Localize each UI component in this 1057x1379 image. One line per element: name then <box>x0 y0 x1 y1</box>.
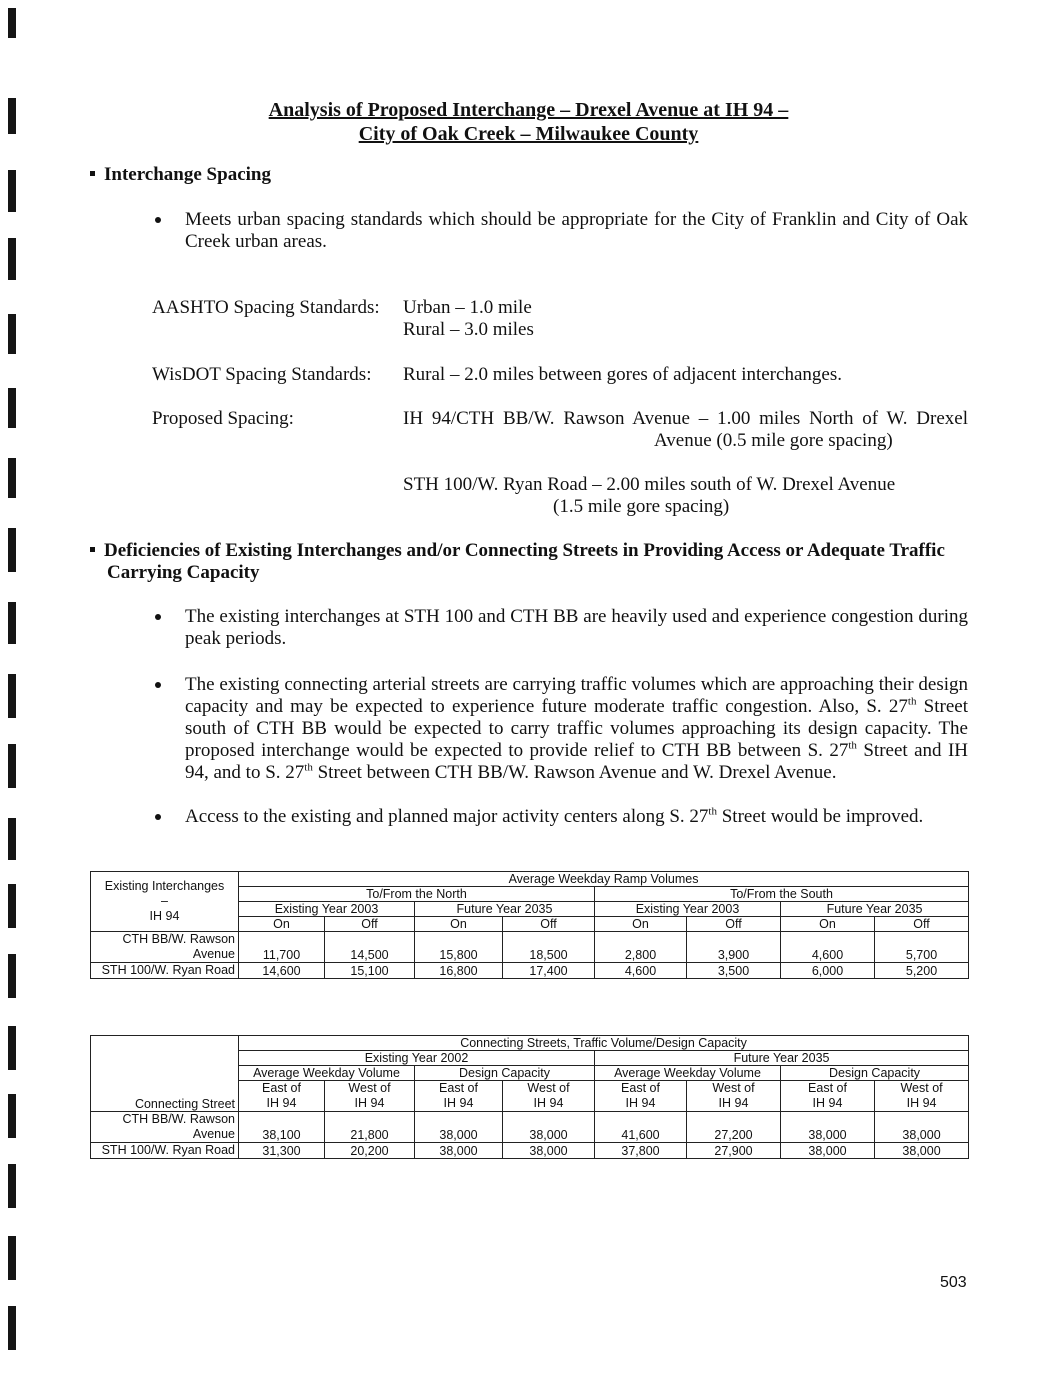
streets-future-volume: Average Weekday Volume <box>595 1066 781 1081</box>
ramp-col-off: Off <box>325 917 415 932</box>
page-title <box>0 98 1057 146</box>
streets-existing-volume: Average Weekday Volume <box>239 1066 415 1081</box>
col-east-of-ih94: East of IH 94 <box>415 1081 503 1112</box>
streets-table-title: Connecting Streets, Traffic Volume/Design Capacity <box>239 1036 969 1051</box>
table-cell: 38,000 <box>781 1112 875 1143</box>
table-cell: 6,000 <box>781 963 875 979</box>
ramp-table-title: Average Weekday Ramp Volumes <box>239 872 969 887</box>
table-cell: 21,800 <box>325 1112 415 1143</box>
table-cell: 16,800 <box>415 963 503 979</box>
table-cell: 41,600 <box>595 1112 687 1143</box>
ramp-south-future: Future Year 2035 <box>781 902 969 917</box>
proposed-ryan-line2: (1.5 mile gore spacing) <box>553 496 730 517</box>
table-row <box>91 932 969 963</box>
table-cell: 38,000 <box>503 1112 595 1143</box>
table-cell: 4,600 <box>595 963 687 979</box>
table-cell: 38,000 <box>503 1143 595 1159</box>
ramp-north-future: Future Year 2035 <box>415 902 595 917</box>
ramp-group-north: To/From the North <box>239 887 595 902</box>
row-label: CTH BB/W. Rawson Avenue <box>91 932 239 963</box>
table-cell: 38,000 <box>415 1143 503 1159</box>
table-cell: 15,100 <box>325 963 415 979</box>
table-cell: 3,900 <box>687 932 781 963</box>
ramp-north-existing: Existing Year 2003 <box>239 902 415 917</box>
bullet-dot-icon <box>155 682 161 688</box>
proposed-rawson-line1: IH 94/CTH BB/W. Rawson Avenue – 1.00 miles North of W. Drexel <box>403 408 968 429</box>
col-west-of-ih94: West of IH 94 <box>687 1081 781 1112</box>
table-cell: 38,000 <box>415 1112 503 1143</box>
deficiencies-heading-line1: Deficiencies of Existing Interchanges and/or Connecting Streets in Providing Access or Adequate Traffic <box>104 540 945 561</box>
table-cell: 38,100 <box>239 1112 325 1143</box>
table-cell: 15,800 <box>415 932 503 963</box>
table-row <box>91 1143 969 1159</box>
col-west-of-ih94: West of IH 94 <box>325 1081 415 1112</box>
streets-table-corner: Connecting Street <box>91 1036 239 1112</box>
table-cell: 11,700 <box>239 932 325 963</box>
col-west-of-ih94: West of IH 94 <box>503 1081 595 1112</box>
ramp-table-corner: Existing Interchanges – IH 94 <box>91 872 239 932</box>
table-cell: 5,700 <box>875 932 969 963</box>
table-row <box>91 963 969 979</box>
row-label: CTH BB/W. Rawson Avenue <box>91 1112 239 1143</box>
ramp-col-on: On <box>595 917 687 932</box>
ramp-col-on: On <box>239 917 325 932</box>
table-row <box>91 1112 969 1143</box>
ramp-col-off: Off <box>687 917 781 932</box>
page-number: 503 <box>940 1274 967 1291</box>
table-cell: 27,200 <box>687 1112 781 1143</box>
deficiency-bullet-2: The existing connecting arterial streets are carrying traffic volumes which are approaching their design capacity and may be expected to experience future moderate traffic congestion. Also, S. 27th Street south of CTH BB would be expected to carry traffic volumes approaching its design capacity. The proposed interchange would be expected to provide relief to CTH BB between S. 27th Street and IH 94, and to S. 27th Street between CTH BB/W. Rawson Avenue and W. Drexel Avenue. <box>185 674 968 783</box>
table-cell: 38,000 <box>875 1143 969 1159</box>
connecting-streets-table <box>90 1035 969 1159</box>
table-cell: 18,500 <box>503 932 595 963</box>
wisdot-value: Rural – 2.0 miles between gores of adjacent interchanges. <box>403 364 842 385</box>
table-cell: 38,000 <box>781 1143 875 1159</box>
aashto-rural: Rural – 3.0 miles <box>403 319 534 340</box>
section-heading-deficiencies <box>90 540 970 562</box>
row-label: STH 100/W. Ryan Road <box>91 963 239 979</box>
proposed-label: Proposed Spacing: <box>152 408 294 429</box>
table-cell: 17,400 <box>503 963 595 979</box>
col-east-of-ih94: East of IH 94 <box>781 1081 875 1112</box>
table-cell: 38,000 <box>875 1112 969 1143</box>
section-heading-spacing <box>90 164 271 186</box>
col-east-of-ih94: East of IH 94 <box>595 1081 687 1112</box>
square-bullet-icon <box>90 547 95 552</box>
streets-future-capacity: Design Capacity <box>781 1066 969 1081</box>
ramp-col-on: On <box>781 917 875 932</box>
ramp-col-off: Off <box>875 917 969 932</box>
aashto-urban: Urban – 1.0 mile <box>403 297 532 318</box>
title-line-2: City of Oak Creek – Milwaukee County <box>358 123 699 145</box>
bullet-dot-icon <box>155 217 161 223</box>
table-cell: 3,500 <box>687 963 781 979</box>
table-cell: 20,200 <box>325 1143 415 1159</box>
bullet-dot-icon <box>155 814 161 820</box>
proposed-ryan-line1: STH 100/W. Ryan Road – 2.00 miles south of W. Drexel Avenue <box>403 474 896 495</box>
bullet-dot-icon <box>155 614 161 620</box>
proposed-rawson-line2: Avenue (0.5 mile gore spacing) <box>654 430 893 451</box>
table-cell: 14,500 <box>325 932 415 963</box>
table-cell: 14,600 <box>239 963 325 979</box>
table-cell: 31,300 <box>239 1143 325 1159</box>
table-cell: 2,800 <box>595 932 687 963</box>
section-heading-spacing-text: Interchange Spacing <box>104 164 271 185</box>
table-cell: 5,200 <box>875 963 969 979</box>
aashto-label: AASHTO Spacing Standards: <box>152 297 380 318</box>
ramp-volumes-table <box>90 871 969 979</box>
ramp-group-south: To/From the South <box>595 887 969 902</box>
streets-existing-year: Existing Year 2002 <box>239 1051 595 1066</box>
ramp-col-on: On <box>415 917 503 932</box>
deficiency-bullet-1: The existing interchanges at STH 100 and CTH BB are heavily used and experience congestion during peak periods. <box>185 606 968 649</box>
title-line-1: Analysis of Proposed Interchange – Drexel Avenue at IH 94 – <box>268 99 789 121</box>
table-cell: 27,900 <box>687 1143 781 1159</box>
col-west-of-ih94: West of IH 94 <box>875 1081 969 1112</box>
streets-existing-capacity: Design Capacity <box>415 1066 595 1081</box>
wisdot-label: WisDOT Spacing Standards: <box>152 364 372 385</box>
table-cell: 4,600 <box>781 932 875 963</box>
row-label: STH 100/W. Ryan Road <box>91 1143 239 1159</box>
deficiency-bullet-3: Access to the existing and planned major activity centers along S. 27th Street would be improved. <box>185 805 924 827</box>
deficiencies-heading-line2: Carrying Capacity <box>107 562 260 583</box>
ramp-south-existing: Existing Year 2003 <box>595 902 781 917</box>
square-bullet-icon <box>90 171 95 176</box>
table-cell: 37,800 <box>595 1143 687 1159</box>
streets-future-year: Future Year 2035 <box>595 1051 969 1066</box>
spacing-bullet: Meets urban spacing standards which should be appropriate for the City of Franklin and City of Oak Creek urban areas. <box>185 209 968 252</box>
col-east-of-ih94: East of IH 94 <box>239 1081 325 1112</box>
ramp-col-off: Off <box>503 917 595 932</box>
